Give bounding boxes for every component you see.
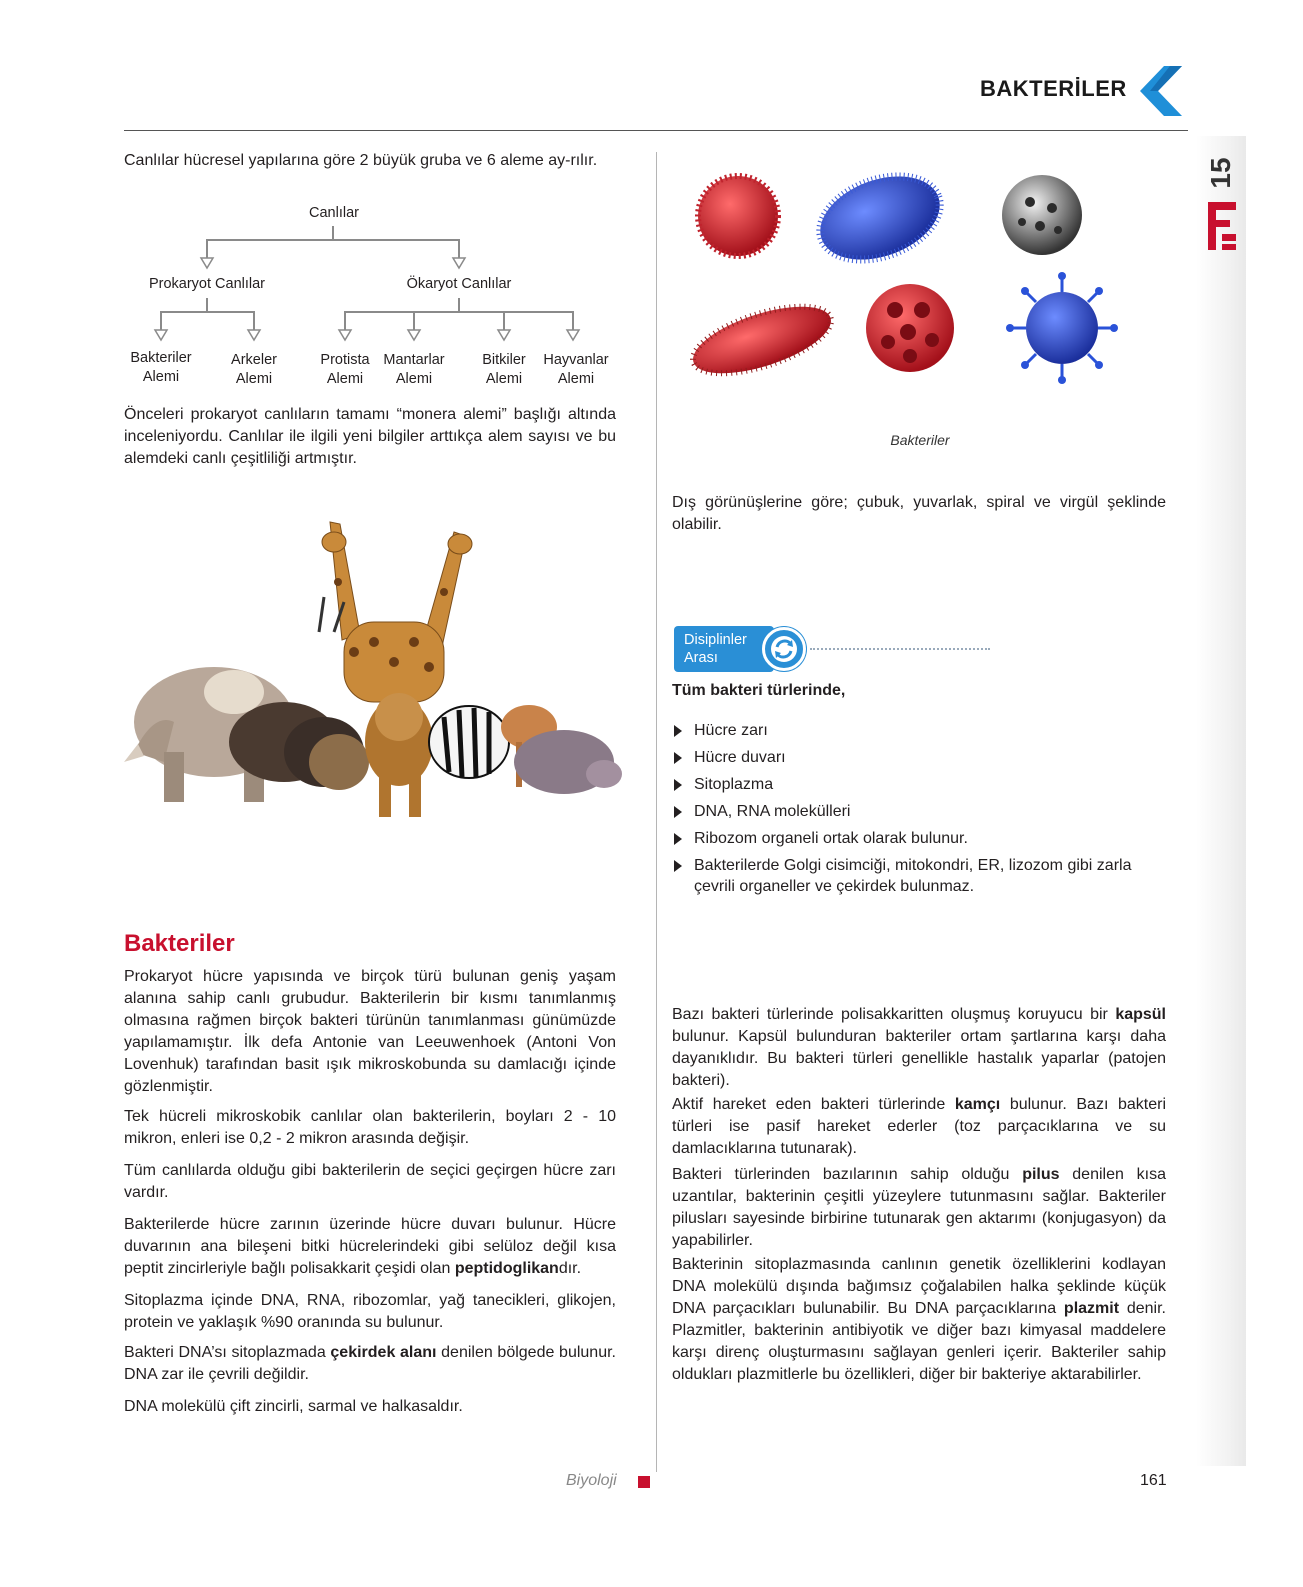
pilus-paragraph	[672, 1164, 1166, 1252]
bakteriler-paragraph-5: Sitoplazma içinde DNA, RNA, ribozomlar, yağ tanecikleri, glikojen, protein ve yaklaşık %90 oranında su bulunur.	[124, 1292, 616, 1331]
page-header-title: BAKTERİLER	[980, 76, 1127, 101]
pilus-text: Bakteri türlerinden bazılarının sahip olduğu	[672, 1166, 1023, 1183]
flagella-paragraph	[672, 1094, 1166, 1160]
capsule-bold-term: kapsül	[1115, 1006, 1166, 1023]
figure-caption: Bakteriler	[890, 432, 950, 448]
flagella-text: Aktif hareket eden bakteri türlerinde	[672, 1096, 955, 1113]
list-item	[672, 747, 1166, 768]
section-heading-bakteriler: Bakteriler	[124, 930, 235, 957]
list-item-text: Hücre duvarı	[694, 749, 786, 766]
tree-kingdom-bakteriler: Bakteriler Alemi	[130, 350, 192, 385]
common-features-list	[672, 720, 1166, 903]
bullet-triangle-icon	[674, 860, 682, 872]
flagella-text-end: bulunur. Bazı bakteri türleri ise pasif hareket ederler (toz parçacıklarına ve su damlacıklarına tutunarak).	[672, 1096, 1167, 1157]
plasmid-paragraph	[672, 1254, 1166, 1386]
plasmid-text: Bakterinin sitoplazmasında canlının genetik özelliklerini kodlayan DNA molekülü dışında bağımsız çoğalabilen halka şeklinde küçük DNA parçacıkları bulunabilir. Bu DNA parçacıklarına	[672, 1256, 1166, 1317]
tree-kingdom-arkeler: Arkeler Alemi	[231, 352, 277, 387]
tree-group-okaryot: Ökaryot Canlılar	[406, 276, 512, 292]
intro-paragraph: Canlılar hücresel yapılarına göre 2 büyük gruba ve 6 aleme ay-rılır.	[124, 152, 598, 169]
bakteriler-paragraph-2: Tek hücreli mikroskobik canlılar olan bakterilerin, boyları 2 - 10 mikron, enleri ise 0,2 - 2 mikron arasında değişir.	[124, 1108, 616, 1147]
p6-text-end: denilen bölgede bulunur. DNA zar ile çevrili değildir.	[124, 1344, 616, 1383]
badge-circle	[762, 627, 806, 671]
p6-bold-term: çekirdek alanı	[330, 1344, 437, 1361]
list-item-text: Hücre zarı	[694, 722, 768, 739]
bakteriler-paragraph-1: Prokaryot hücre yapısında ve birçok türü bulunan geniş yaşam alanına sahip canlı grubudur. Bakterilerin bir kısmı tanımlanmış olmasına rağmen birçok bakteri türünün tanımlanması günümüzde yapılamamıştır. İlk defa Antonie van Leeuwenhoek (Antoni Von Lovenhuk) tarafından basit ışık mikroskobunda su damlacığı içinde gözlenmiştir.	[124, 968, 616, 1095]
badge-line-1: Disiplinler	[684, 632, 747, 648]
badge-label-box	[674, 626, 774, 672]
list-item-text: Sitoplazma	[694, 776, 774, 793]
plasmid-text-end: denir. Plazmitler, bakterinin antibiyotik ve diğer bazı kimyasal maddelere karşı direnç oluşturmasını sağlayan genleri içerir. Bakteriler sahip oldukları plazmitlerle bu özellikleri, diğer bir bakteriye aktarabilirler.	[672, 1300, 1166, 1383]
tree-kingdom-hayvanlar: Hayvanlar Alemi	[543, 352, 609, 387]
shapes-paragraph: Dış görünüşlerine göre; çubuk, yuvarlak, spiral ve virgül şeklinde olabilir.	[672, 494, 1166, 533]
badge-line-2: Arası	[684, 650, 718, 666]
list-item	[672, 801, 1166, 822]
page-number: 161	[1140, 1472, 1167, 1489]
list-item	[672, 774, 1166, 795]
p6-text: Bakteri DNA’sı sitoplazmada	[124, 1344, 331, 1361]
column-divider	[656, 152, 657, 1472]
tree-root-label: Canlılar	[309, 205, 359, 221]
capsule-paragraph	[672, 1004, 1166, 1092]
disiplinler-arasi-badge	[674, 626, 808, 672]
animals-illustration	[124, 512, 624, 822]
tree-kingdom-mantarlar: Mantarlar Alemi	[383, 352, 445, 387]
pilus-text-end: denilen kısa uzantılar, bakterinin çeşitli yüzeylere tutunmasını sağlar. Bakteriler pilusları sayesinde birbirine tutunarak gen aktarımı (konjugasyon) da yapabilirler.	[672, 1166, 1166, 1249]
capsule-text-end: bulunur. Kapsül bulunduran bakteriler ortam şartlarına karşı daha dayanıklıdır. Bu bakteri türleri genellikle hastalık yaparlar (patojen bakteri).	[672, 1028, 1166, 1089]
list-item-text: Ribozom organeli ortak olarak bulunur.	[694, 830, 968, 847]
header-divider	[124, 130, 1188, 131]
bakteriler-paragraph-7: DNA molekülü çift zincirli, sarmal ve halkasaldır.	[124, 1398, 463, 1415]
bakteriler-paragraph-4	[124, 1214, 616, 1280]
tree-kingdom-bitkiler: Bitkiler Alemi	[482, 352, 526, 387]
interdisciplinary-icon	[765, 630, 803, 668]
list-item-text: DNA, RNA molekülleri	[694, 803, 851, 820]
bullet-triangle-icon	[674, 725, 682, 737]
side-tab	[1196, 136, 1246, 1466]
list-item-text: Bakterilerde Golgi cisimciği, mitokondri, ER, lizozom gibi zarla çevrili organeller ve çekirdek bulunmaz.	[694, 857, 1132, 895]
unit-number: 15	[1205, 157, 1236, 189]
p4-bold-term: peptidoglikan	[454, 1260, 559, 1277]
chevron-left-icon	[1140, 66, 1184, 116]
plasmid-bold-term: plazmit	[1063, 1300, 1120, 1317]
list-item	[672, 828, 1166, 849]
badge-dotted-line	[810, 648, 990, 650]
bakteriler-paragraph-3: Tüm canlılarda olduğu gibi bakterilerin de seçici geçirgen hücre zarı vardır.	[124, 1162, 616, 1201]
flagella-bold-term: kamçı	[954, 1096, 1001, 1113]
bullet-triangle-icon	[674, 752, 682, 764]
bullet-triangle-icon	[674, 779, 682, 791]
bullet-triangle-icon	[674, 833, 682, 845]
capsule-text: Bazı bakteri türlerinde polisakkaritten oluşmuş koruyucu bir	[672, 1006, 1116, 1023]
list-item	[672, 720, 1166, 741]
classification-tree	[124, 200, 644, 400]
common-features-title: Tüm bakteri türlerinde,	[672, 682, 846, 699]
list-item	[672, 855, 1166, 897]
footer-subject: Biyoloji	[566, 1472, 617, 1489]
brand-logo	[1204, 200, 1240, 254]
bullet-triangle-icon	[674, 806, 682, 818]
bakteriler-paragraph-6	[124, 1342, 616, 1386]
bacteria-illustration	[680, 160, 1160, 410]
tree-kingdom-protista: Protista Alemi	[320, 352, 370, 387]
monera-paragraph: Önceleri prokaryot canlıların tamamı “monera alemi” başlığı altında inceleniyordu. Canlılar ile ilgili yeni bilgiler arttıkça alem sayısı ve bu alemdeki canlı çeşitliliği artmıştır.	[124, 406, 616, 467]
p4-text-end: dır.	[558, 1260, 582, 1277]
tree-group-prokaryot: Prokaryot Canlılar	[148, 276, 266, 292]
p4-text: Bakterilerde hücre zarının üzerinde hücre duvarı bulunur. Hücre duvarının ana bileşeni bitki hücrelerindeki gibi selüloz değil kısa peptit zincirleriyle bağlı polisakkarit çeşidi olan	[124, 1216, 616, 1277]
pilus-bold-term: pilus	[1022, 1166, 1060, 1183]
footer-square-icon	[638, 1476, 650, 1488]
